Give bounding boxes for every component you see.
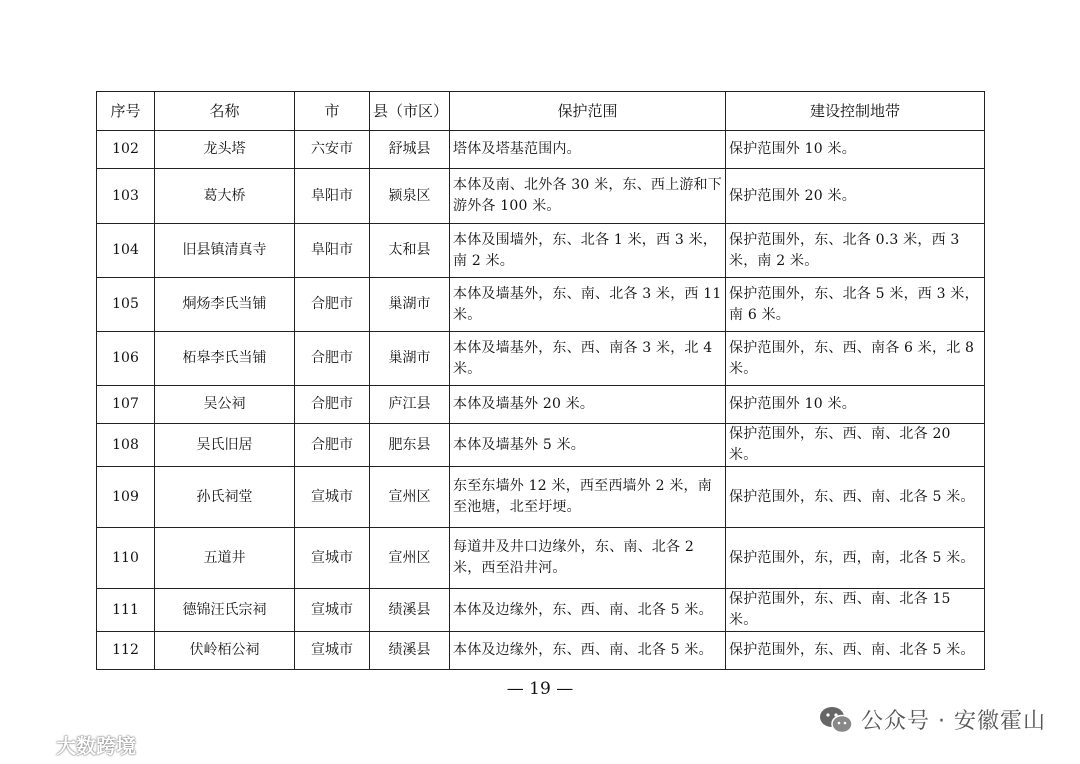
table-row [97,467,985,528]
cell-control-zone: 保护范围外，东、西、南、北各 5 米。 [726,467,985,528]
table-row [97,589,985,632]
header-city: 市 [295,92,370,131]
cell-control-zone: 保护范围外 10 米。 [726,386,985,424]
cell-city: 六安市 [295,131,370,169]
cell-county: 宣州区 [370,467,450,528]
cell-county: 绩溪县 [370,632,450,670]
cell-name: 葛大桥 [155,169,295,224]
cell-city: 宣城市 [295,589,370,632]
cell-city: 宣城市 [295,528,370,589]
cell-city: 阜阳市 [295,224,370,278]
cell-serial: 111 [97,589,155,632]
cell-protection-scope: 东至东墙外 12 米，西至西墙外 2 米，南至池塘，北至圩埂。 [450,467,726,528]
weibo-icon [10,733,52,757]
cell-control-zone: 保护范围外 10 米。 [726,131,985,169]
cell-protection-scope: 本体及围墙外，东、北各 1 米，西 3 米，南 2 米。 [450,224,726,278]
cell-name: 烔炀李氏当铺 [155,278,295,332]
page-number: — 19 — [506,679,574,699]
cell-city: 阜阳市 [295,169,370,224]
cell-city: 宣城市 [295,467,370,528]
cell-city: 合肥市 [295,386,370,424]
cell-protection-scope: 本体及墙基外 5 米。 [450,424,726,467]
cell-control-zone: 保护范围外，东、西、南、北各 15 米。 [726,589,985,632]
cell-serial: 109 [97,467,155,528]
account-name: 公众号 · 安徽霍山 [861,709,1046,734]
table-row [97,131,985,169]
cell-protection-scope: 本体及南、北外各 30 米，东、西上游和下游外各 100 米。 [450,169,726,224]
cell-serial: 108 [97,424,155,467]
cell-control-zone: 保护范围外，东、北各 0.3 米，西 3 米，南 2 米。 [726,224,985,278]
table-row [97,528,985,589]
wechat-icon [819,705,853,735]
cell-serial: 107 [97,386,155,424]
cell-serial: 102 [97,131,155,169]
cell-county: 庐江县 [370,386,450,424]
cell-serial: 104 [97,224,155,278]
cell-name: 旧县镇清真寺 [155,224,295,278]
cell-city: 合肥市 [295,424,370,467]
header-name: 名称 [155,92,295,131]
account-watermark [819,704,1046,735]
cell-protection-scope: 本体及边缘外，东、西、南、北各 5 米。 [450,632,726,670]
cell-county: 巢湖市 [370,332,450,386]
cell-protection-scope: 本体及墙基外，东、西、南各 3 米，北 4 米。 [450,332,726,386]
cell-county: 颍泉区 [370,169,450,224]
cell-city: 合肥市 [295,332,370,386]
cell-control-zone: 保护范围外，东、西、南、北各 5 米。 [726,632,985,670]
cell-name: 孙氏祠堂 [155,467,295,528]
cell-city: 宣城市 [295,632,370,670]
cell-control-zone: 保护范围外，东、西、南、北各 20 米。 [726,424,985,467]
header-control-zone: 建设控制地带 [726,92,985,131]
header-county: 县（市区） [370,92,450,131]
table-header-row [97,92,985,131]
cell-name: 五道井 [155,528,295,589]
cell-name: 吴公祠 [155,386,295,424]
cell-county: 绩溪县 [370,589,450,632]
cell-serial: 112 [97,632,155,670]
cell-county: 宣州区 [370,528,450,589]
cell-name: 龙头塔 [155,131,295,169]
table-row [97,424,985,467]
heritage-protection-table [96,91,985,670]
cell-protection-scope: 本体及墙基外，东、南、北各 3 米，西 11 米。 [450,278,726,332]
cell-control-zone: 保护范围外，东、西、南各 6 米，北 8 米。 [726,332,985,386]
cell-serial: 106 [97,332,155,386]
table-row [97,632,985,670]
cell-county: 巢湖市 [370,278,450,332]
header-protection-scope: 保护范围 [450,92,726,131]
cell-protection-scope: 本体及墙基外 20 米。 [450,386,726,424]
cell-city: 合肥市 [295,278,370,332]
cell-control-zone: 保护范围外，东，西，南，北各 5 米。 [726,528,985,589]
header-serial: 序号 [97,92,155,131]
cell-serial: 103 [97,169,155,224]
cell-protection-scope: 本体及边缘外，东、西、南、北各 5 米。 [450,589,726,632]
cell-control-zone: 保护范围外，东、北各 5 米，西 3 米，南 6 米。 [726,278,985,332]
cell-protection-scope: 塔体及塔基范围内。 [450,131,726,169]
table-row [97,386,985,424]
cell-county: 肥东县 [370,424,450,467]
cell-protection-scope: 每道井及井口边缘外，东、南、北各 2 米，西至沿井河。 [450,528,726,589]
table-row [97,169,985,224]
cell-serial: 110 [97,528,155,589]
table-row [97,332,985,386]
cell-name: 德锦汪氏宗祠 [155,589,295,632]
table-row [97,278,985,332]
cell-county: 舒城县 [370,131,450,169]
cell-control-zone: 保护范围外 20 米。 [726,169,985,224]
cell-name: 伏岭栢公祠 [155,632,295,670]
source-watermark [10,730,136,759]
table-row [97,224,985,278]
cell-county: 太和县 [370,224,450,278]
source-name: 大数跨境 [56,734,136,758]
cell-serial: 105 [97,278,155,332]
cell-name: 吴氏旧居 [155,424,295,467]
cell-name: 柘皋李氏当铺 [155,332,295,386]
